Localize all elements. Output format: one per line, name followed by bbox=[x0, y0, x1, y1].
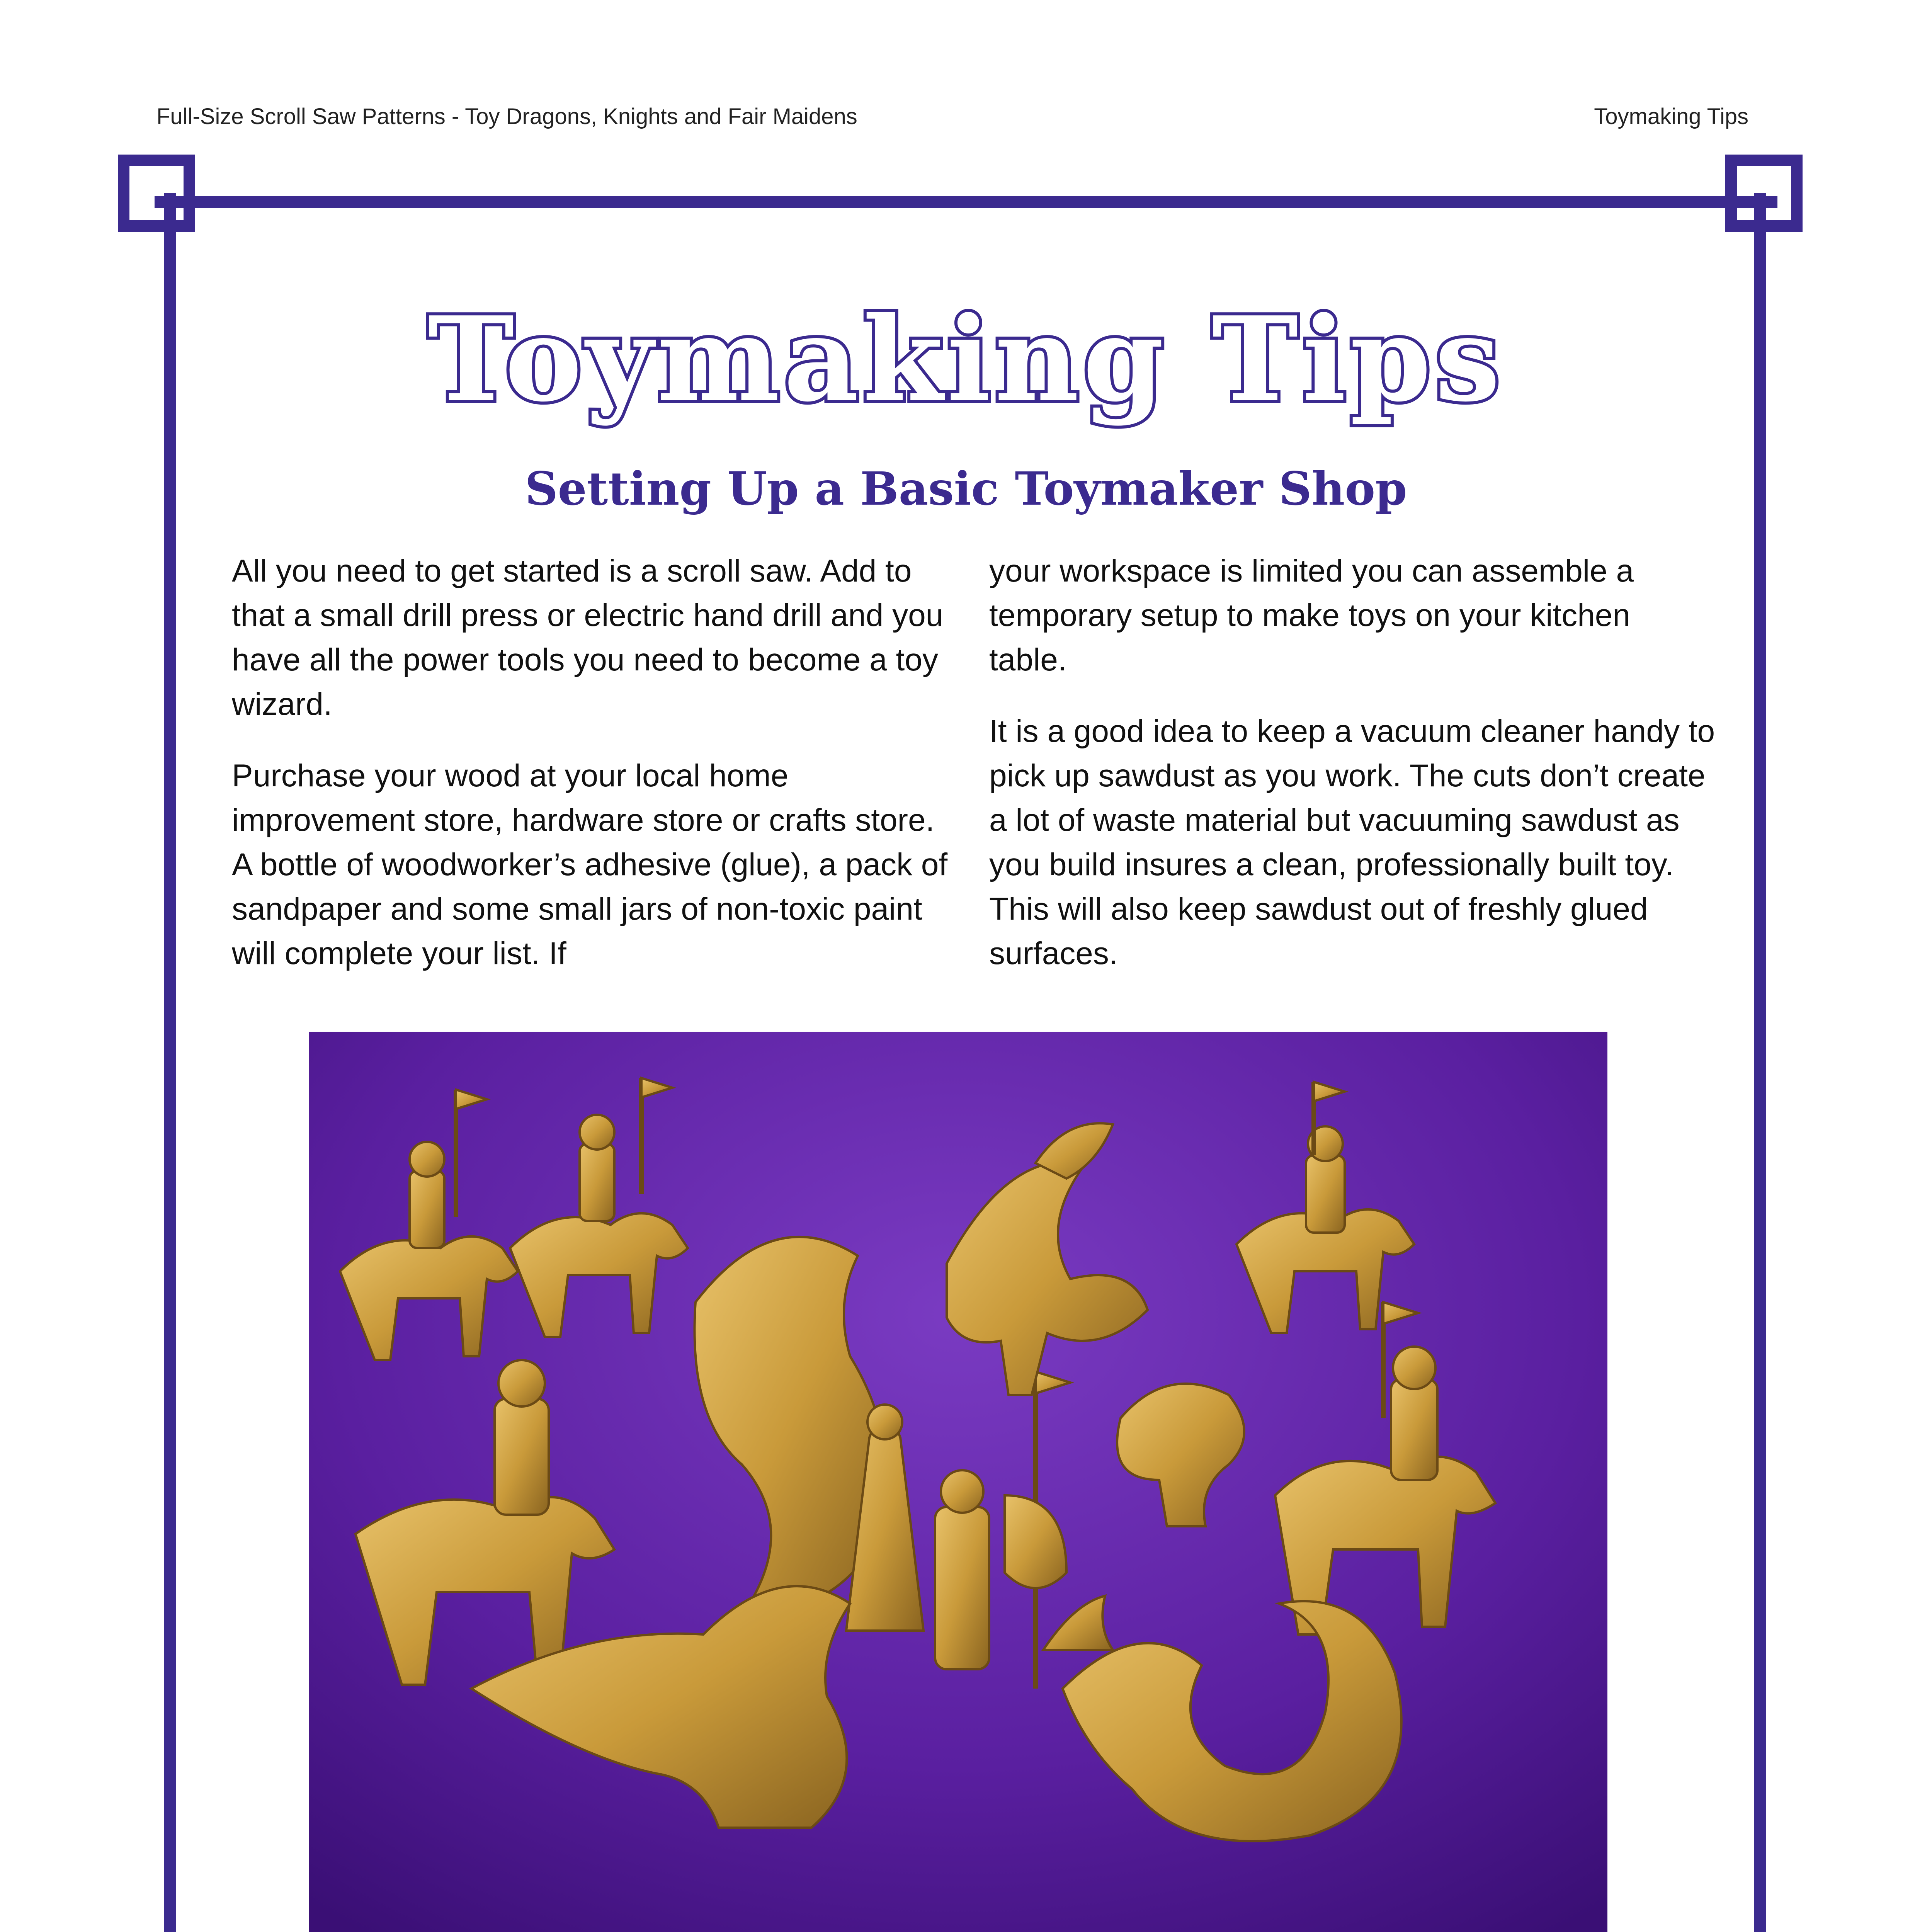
running-header-title: Full-Size Scroll Saw Patterns - Toy Dragons, Knights and Fair Maidens bbox=[156, 104, 857, 129]
paragraph: It is a good idea to keep a vacuum cleaner handy to pick up sawdust as you work. The cuts don’t create a lot of waste material but vacuuming sawdust as you build insures a clean, professionally built toy. This will also keep sawdust out of freshly glued surfaces. bbox=[989, 714, 1715, 971]
section-subtitle: Setting Up a Basic Toymaker Shop bbox=[525, 462, 1407, 515]
running-header-section: Toymaking Tips bbox=[1594, 104, 1748, 129]
body-column-left bbox=[232, 549, 958, 1003]
body-column-right bbox=[989, 549, 1716, 1003]
toy-collection-photo bbox=[309, 1032, 1607, 1932]
paragraph: Purchase your wood at your local home improvement store, hardware store or crafts store. A bottle of woodworker’s adhesive (glue), a pack of sandpaper and some small jars of non-toxic paint will complete your list. If bbox=[232, 758, 948, 971]
paragraph: All you need to get started is a scroll saw. Add to that a small drill press or electric hand drill and you have all the power tools you need to become a toy wizard. bbox=[232, 553, 944, 722]
paragraph: your workspace is limited you can assemble a temporary setup to make toys on your kitchen table. bbox=[989, 553, 1634, 677]
page-title: Toymaking Tips bbox=[428, 291, 1504, 427]
